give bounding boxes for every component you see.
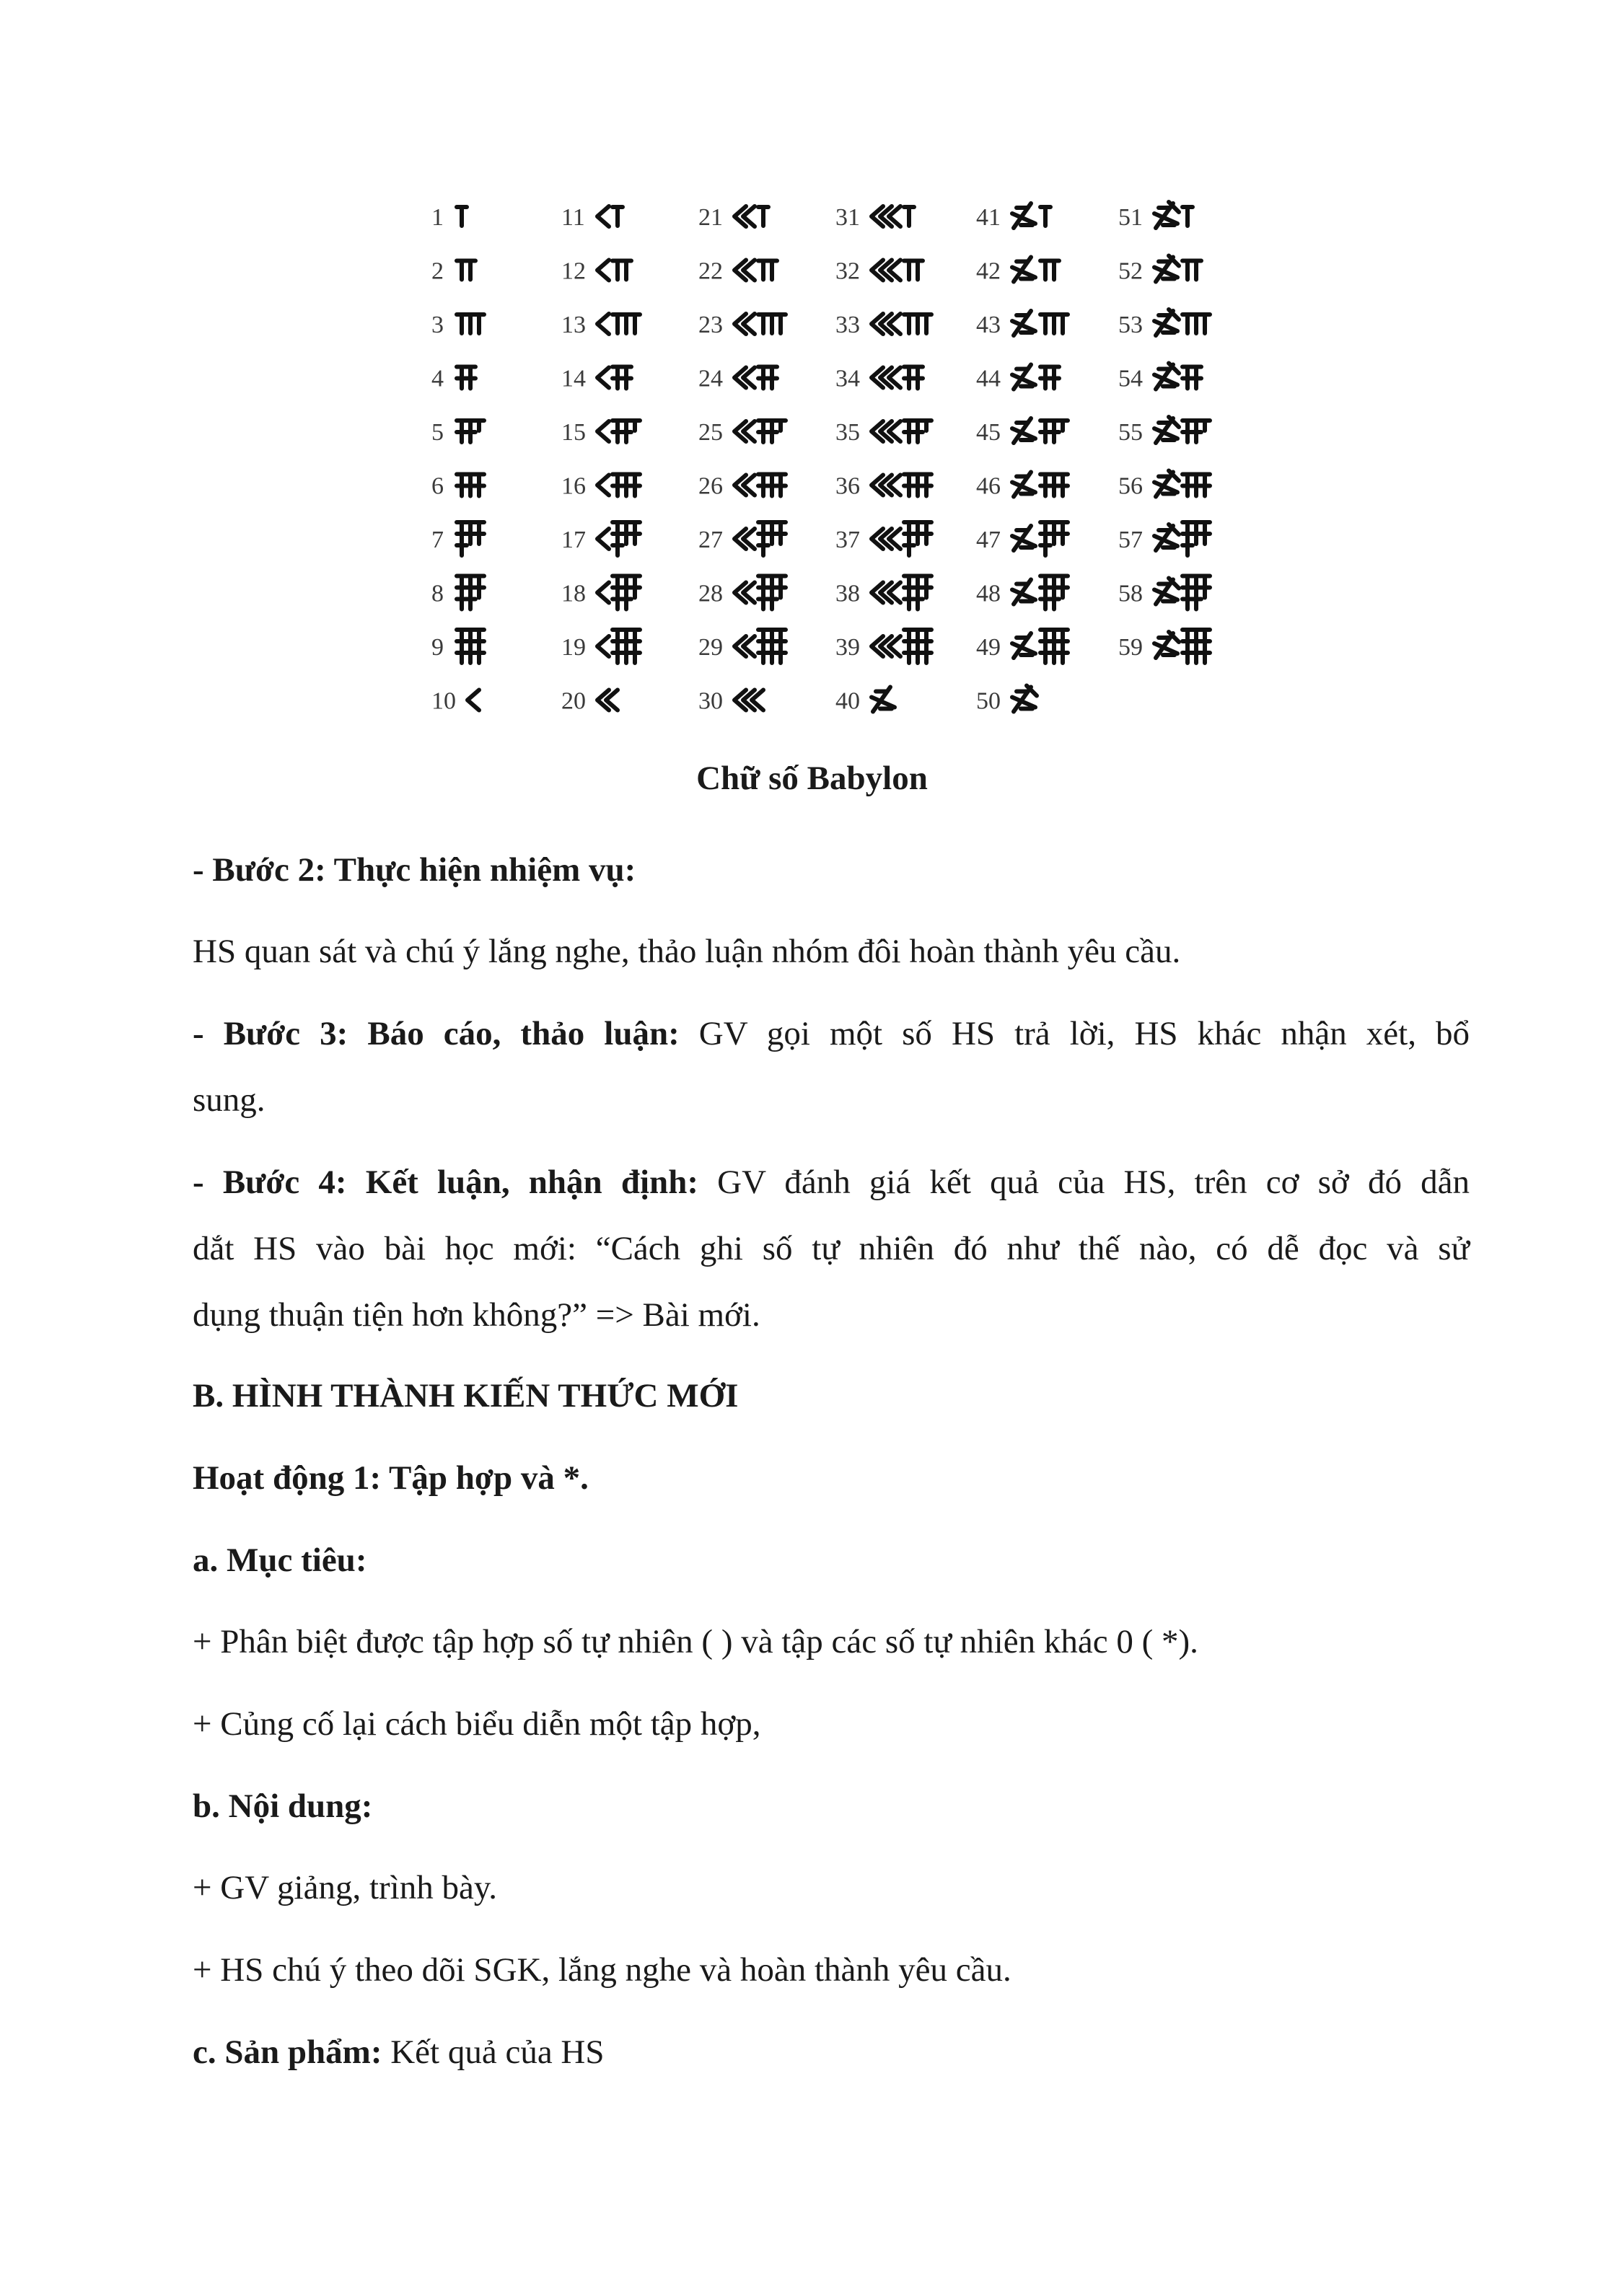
numeral-label: 29 [698, 634, 723, 661]
cuneiform-glyph [1154, 202, 1193, 228]
cuneiform-glyph [1154, 309, 1210, 335]
cuneiform-glyph [597, 576, 640, 610]
cuneiform-glyph [597, 690, 618, 711]
step2-heading: - Bước 2: Thực hiện nhiệm vụ: [193, 851, 636, 889]
numeral-label: 55 [1118, 419, 1143, 446]
numeral-label: 4 [431, 365, 444, 392]
goal-item-1: + Phân biệt được tập hợp số tự nhiên ( ) và tập các số tự nhiên khác 0 ( *). [193, 1623, 1198, 1661]
content-item-1: + GV giảng, trình bày. [193, 1869, 498, 1906]
numeral-label: 35 [835, 419, 860, 446]
numeral-label: 16 [561, 472, 586, 500]
numeral-label: 18 [561, 580, 586, 607]
cuneiform-glyph [872, 522, 931, 555]
numeral-label: 44 [976, 365, 1001, 392]
cuneiform-glyph [872, 314, 931, 334]
numeral-label: 30 [698, 687, 723, 715]
numeral-label: 51 [1118, 204, 1143, 231]
numeral-label: 12 [561, 258, 586, 285]
cuneiform-glyph [872, 206, 914, 226]
goal-item-2: + Củng cố lại cách biểu diễn một tập hợp, [193, 1705, 761, 1743]
step3-line1: - Bước 3: Báo cáo, thảo luận: GV gọi một số HS trả lời, HS khác nhận xét, bổ [193, 1015, 1470, 1052]
cuneiform-glyph [734, 630, 786, 663]
numeral-label: 52 [1118, 258, 1143, 285]
cuneiform-glyph [734, 206, 768, 226]
step4-line1: - Bước 4: Kết luận, nhận định: GV đánh giá kết quả của HS, trên cơ sở đó dẫn [193, 1164, 1470, 1201]
numeral-label: 58 [1118, 580, 1143, 607]
numeral-label: 39 [835, 634, 860, 661]
cuneiform-glyph [734, 475, 786, 496]
numeral-label: 1 [431, 204, 444, 231]
numeral-label: 32 [835, 258, 860, 285]
numeral-label: 47 [976, 527, 1001, 553]
cuneiform-glyph [734, 522, 786, 555]
cuneiform-glyph [1154, 256, 1201, 282]
cuneiform-glyph [1012, 522, 1068, 555]
numeral-label: 50 [976, 687, 1001, 715]
cuneiform-glyph [872, 475, 931, 496]
numeral-label: 45 [976, 419, 1001, 446]
numeral-label: 41 [976, 204, 1001, 231]
cuneiform-glyph [734, 314, 786, 334]
numeral-label: 17 [561, 527, 586, 553]
cuneiform-glyph [597, 475, 640, 496]
numeral-label: 9 [431, 634, 444, 661]
cuneiform-glyph [597, 206, 623, 226]
cuneiform-glyph [1154, 576, 1210, 610]
numeral-label: 43 [976, 312, 1001, 338]
figure-caption: Chữ số Babylon [696, 760, 928, 797]
activity1-heading: Hoạt động 1: Tập hợp và *. [193, 1459, 589, 1497]
cuneiform-glyph [1012, 686, 1037, 712]
content-item-2: + HS chú ý theo dõi SGK, lắng nghe và hoàn thành yêu cầu. [193, 1951, 1011, 1989]
numeral-label: 24 [698, 365, 723, 392]
numeral-label: 21 [698, 204, 723, 231]
cuneiform-glyph [872, 260, 923, 281]
cuneiform-glyph [872, 367, 923, 389]
cuneiform-glyph [1154, 417, 1210, 443]
cuneiform-glyph [1012, 472, 1068, 497]
cuneiform-glyph [872, 421, 931, 442]
cuneiform-glyph [457, 576, 484, 610]
section-b-heading: B. HÌNH THÀNH KIẾN THỨC MỚI [193, 1377, 739, 1415]
step4-line3: dụng thuận tiện hơn không?” => Bài mới. [193, 1296, 760, 1334]
numeral-label: 22 [698, 258, 723, 285]
cuneiform-glyph [734, 367, 777, 389]
cuneiform-glyph [468, 690, 479, 711]
babylonian-numerals-figure [424, 189, 1242, 731]
numeral-label: 33 [835, 312, 860, 338]
numeral-label: 56 [1118, 472, 1143, 500]
cuneiform-glyph [872, 630, 931, 663]
numeral-label: 42 [976, 258, 1001, 285]
cuneiform-glyph [1012, 418, 1068, 443]
numeral-label: 5 [431, 419, 444, 446]
numeral-label: 31 [835, 204, 860, 231]
numeral-label: 26 [698, 472, 723, 500]
step4-line2: dắt HS vào bài học mới: “Cách ghi số tự nhiên đó như thế nào, có dễ đọc và sử [193, 1230, 1470, 1267]
cuneiform-glyph [872, 576, 931, 610]
cuneiform-glyph [457, 315, 484, 333]
cuneiform-glyph [457, 475, 484, 496]
numeral-label: 2 [431, 258, 444, 285]
product-line: c. Sản phẩm: Kết quả của HS [193, 2033, 605, 2071]
numeral-label: 40 [835, 687, 860, 715]
cuneiform-glyph [1012, 630, 1068, 663]
numeral-label: 27 [698, 527, 723, 553]
numeral-label: 6 [431, 472, 444, 500]
numeral-label: 7 [431, 527, 444, 553]
cuneiform-glyph [597, 314, 640, 334]
numeral-label: 20 [561, 687, 586, 715]
numeral-label: 34 [835, 365, 860, 392]
cuneiform-glyph [597, 630, 640, 663]
goal-heading: a. Mục tiêu: [193, 1541, 367, 1579]
numeral-label: 14 [561, 365, 586, 392]
numeral-label: 13 [561, 312, 586, 338]
numeral-label: 57 [1118, 527, 1143, 553]
cuneiform-glyph [597, 522, 640, 555]
cuneiform-glyph [457, 522, 484, 555]
numeral-label: 37 [835, 527, 860, 553]
cuneiform-glyph [1154, 471, 1210, 497]
numeral-label: 3 [431, 312, 444, 338]
cuneiform-glyph [1012, 365, 1059, 390]
cuneiform-glyph [1012, 576, 1068, 610]
numeral-label: 25 [698, 419, 723, 446]
cuneiform-glyph [597, 367, 631, 389]
numeral-label: 48 [976, 580, 1001, 607]
cuneiform-glyph [734, 576, 786, 610]
cuneiform-glyph [597, 421, 640, 442]
numeral-label: 46 [976, 472, 1001, 500]
numeral-label: 23 [698, 312, 723, 338]
numeral-label: 49 [976, 634, 1001, 661]
step2-text: HS quan sát và chú ý lắng nghe, thảo luận nhóm đôi hoàn thành yêu cầu. [193, 933, 1181, 970]
content-heading: b. Nội dung: [193, 1787, 373, 1825]
numeral-label: 19 [561, 634, 586, 661]
numeral-label: 59 [1118, 634, 1143, 661]
numeral-label: 28 [698, 580, 723, 607]
cuneiform-glyph [457, 207, 467, 226]
cuneiform-glyph [1154, 364, 1201, 390]
cuneiform-glyph [734, 690, 763, 711]
cuneiform-glyph [597, 260, 631, 281]
numeral-label: 10 [431, 687, 456, 715]
numeral-label: 36 [835, 472, 860, 500]
numeral-label: 11 [561, 204, 585, 231]
babylonian-numerals-table [424, 189, 1242, 731]
cuneiform-glyph [872, 687, 895, 712]
numeral-label: 54 [1118, 365, 1143, 392]
cuneiform-glyph [1154, 522, 1210, 555]
cuneiform-glyph [457, 630, 484, 663]
cuneiform-glyph [1012, 203, 1050, 228]
cuneiform-glyph [1012, 311, 1068, 335]
cuneiform-glyph [457, 421, 484, 442]
cuneiform-glyph [457, 367, 475, 389]
numeral-label: 53 [1118, 312, 1143, 338]
numeral-label: 8 [431, 580, 444, 607]
numeral-label: 15 [561, 419, 586, 446]
cuneiform-glyph [734, 260, 777, 281]
cuneiform-glyph [457, 261, 475, 280]
cuneiform-glyph [734, 421, 786, 442]
numeral-label: 38 [835, 580, 860, 607]
cuneiform-glyph [1154, 630, 1210, 663]
cuneiform-glyph [1012, 258, 1059, 282]
step3-line2: sung. [193, 1081, 265, 1119]
